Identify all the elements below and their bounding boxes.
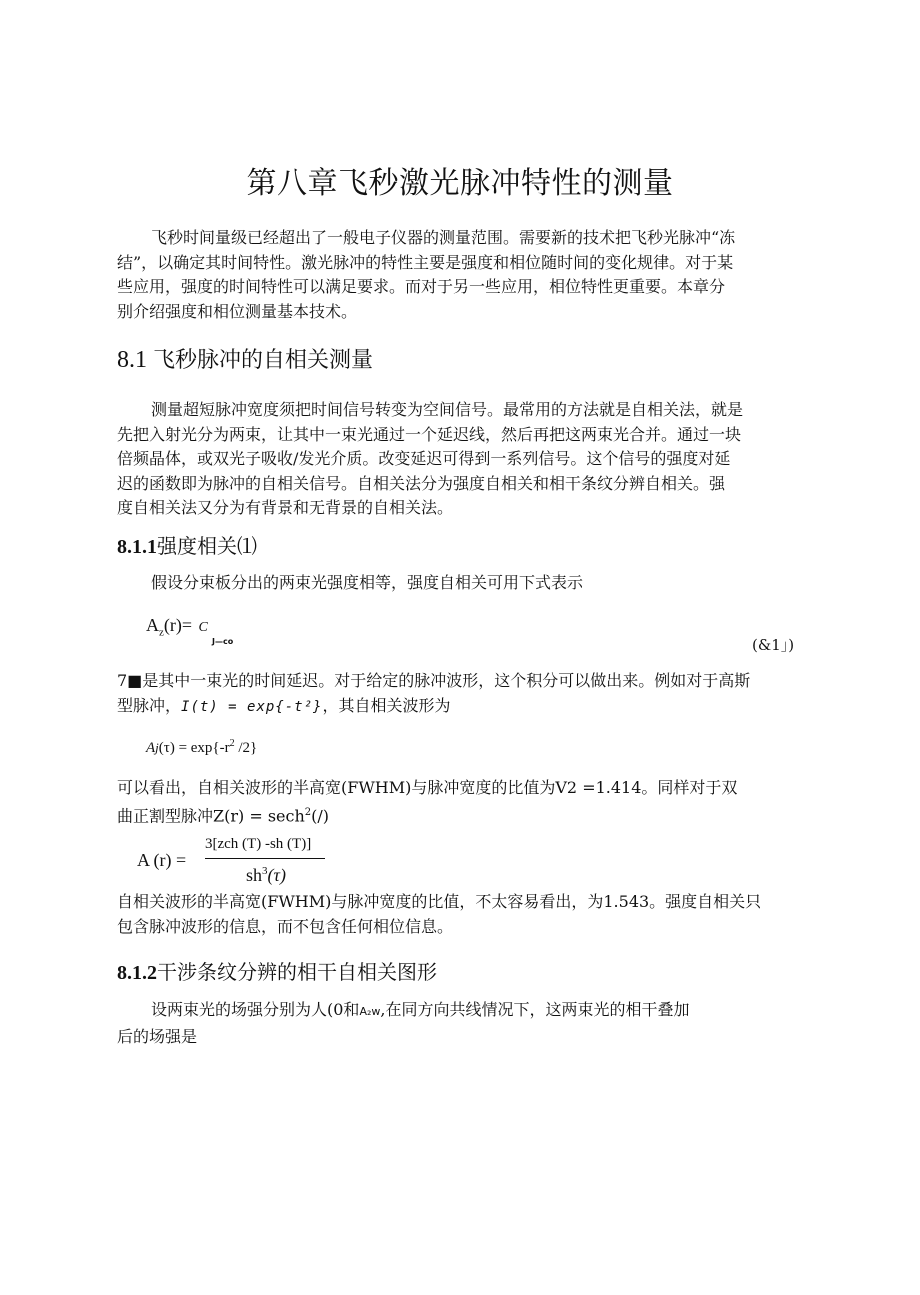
text-fragment: 设两束光的场强分别为人(0和 <box>151 1000 360 1019</box>
text-line: 后的场强是 <box>117 1026 198 1046</box>
text-line: 7■是其中一束光的时间延迟。对于给定的脉冲波形，这个积分可以做出来。例如对于高斯 <box>117 671 751 690</box>
gaussian-expression: I(t) = exp{-t²} <box>181 698 323 715</box>
eq2-lhs: A <box>146 740 156 756</box>
delay-paragraph <box>117 669 785 719</box>
subsection-title: 干涉条纹分辨的相干自相关图形 <box>157 960 437 984</box>
equation-3-denominator <box>246 865 286 886</box>
fraction-bar <box>205 858 325 859</box>
text-fragment: (/) <box>311 805 330 825</box>
text-line: 可以看出，自相关波形的半高宽(FWHM)与脉冲宽度的比值为V2 =1.414。同样对于双 <box>117 778 738 797</box>
text-fragment: 曲正割型脉冲Z(r) = sech <box>117 805 305 825</box>
eq2-body: (τ) = exp{-r <box>158 740 230 756</box>
subsection-number: 8.1.1 <box>117 536 157 558</box>
page-title: 第八章飞秒激光脉冲特性的测量 <box>246 166 674 201</box>
eq2-subscript: j <box>155 740 159 755</box>
text-line: 度自相关法又分为有背景和无背景的自相关法。 <box>117 498 454 517</box>
fwhm-paragraph <box>117 776 785 828</box>
text-fragment: ，其自相关波形为 <box>322 695 451 715</box>
eq3-den-sup: 3 <box>262 865 268 877</box>
section-title: 飞秒脉冲的自相关测量 <box>153 348 374 373</box>
text-line: 测量超短脉冲宽度须把时间信号转变为空间信号。最常用的方法就是自相关法，就是 <box>151 400 744 419</box>
text-line: 先把入射光分为两束，让其中一束光通过一个延迟线，然后再把这两束光合并。通过一块 <box>117 424 742 444</box>
text-fragment: A₂w <box>359 1005 381 1018</box>
subsection-heading-2 <box>117 956 437 985</box>
section-heading <box>117 343 373 374</box>
text-line: 别介绍强度和相位测量基本技术。 <box>117 301 358 321</box>
text-line: 些应用，强度的时间特性可以满足要求。而对于另一些应用，相位特性更重要。本章分 <box>117 277 726 296</box>
text-line <box>117 998 785 1025</box>
eq1-lhs: A <box>146 615 159 635</box>
text-fragment: ,在同方向共线情况下，这两束光的相干叠加 <box>380 1000 690 1019</box>
subsection-title: 强度相关⑴ <box>157 534 257 558</box>
eq1-subscript: z <box>159 626 164 639</box>
text-fragment: 型脉冲， <box>117 695 182 715</box>
text-line: 自相关波形的半高宽(FWHM)与脉冲宽度的比值，不太容易看出，为1.543。强度自相关只 <box>117 892 762 911</box>
eq3-den: sh <box>246 865 263 885</box>
text-line <box>117 694 785 720</box>
eq1-integral-symbol: C <box>198 620 208 635</box>
superscript: 2 <box>304 806 312 818</box>
sech-paragraph <box>117 890 785 939</box>
equation-number: (&1」) <box>752 636 795 654</box>
intro-paragraph <box>117 226 819 324</box>
section-paragraph <box>117 398 819 521</box>
sub1-intro: 假设分束板分出的两束光强度相等，强度自相关可用下式表示 <box>151 573 584 592</box>
eq2-superscript: 2 <box>229 738 235 749</box>
section-number: 8.1 <box>117 347 147 373</box>
equation-1 <box>146 615 208 639</box>
text-line: 倍频晶体，或双光子吸收/发光介质。改变延迟可得到一系列信号。这个信号的强度对延 <box>117 449 731 468</box>
text-line: 包含脉冲波形的信息，而不包含任何相位信息。 <box>117 916 454 936</box>
text-line: 飞秒时间量级已经超出了一般电子仪器的测量范围。需要新的技术把飞秒光脉冲“冻 <box>151 228 736 247</box>
text-line: 结”，以确定其时间特性。激光脉冲的特性主要是强度和相位随时间的变化规律。对于某 <box>117 252 734 272</box>
eq3-den-arg: (τ) <box>267 865 286 885</box>
subsection-number: 8.1.2 <box>117 962 157 984</box>
text-line: 迟的函数即为脉冲的自相关信号。自相关法分为强度自相关和相干条纹分辨自相关。强 <box>117 473 726 493</box>
subsection-heading-1 <box>117 530 257 559</box>
eq1-lower-limit: J—co <box>212 637 234 646</box>
eq2-rest: /2} <box>234 740 258 756</box>
equation-2 <box>146 738 257 757</box>
equation-3-lhs: A (r) = <box>137 850 187 870</box>
sub2-paragraph <box>117 998 785 1049</box>
eq1-lhs-rest: (r)= <box>163 615 193 635</box>
equation-3-numerator: 3[zch (T) -sh (T)] <box>205 836 312 852</box>
text-line <box>117 801 785 829</box>
